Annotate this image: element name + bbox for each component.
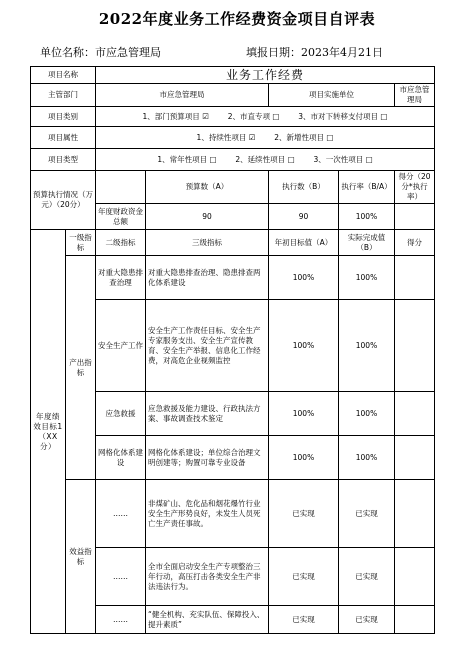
table-row-l2: …… — [96, 548, 146, 606]
table-row-actual: 已实现 — [339, 606, 395, 634]
attribute-options — [96, 127, 435, 149]
perf-header-score: 得分 — [395, 230, 435, 256]
attribute-opt-2: 2、新增性项目 — [274, 132, 325, 142]
checkbox-icon: □ — [365, 154, 373, 164]
table-row-target: 已实现 — [269, 548, 339, 606]
budget-header-a: 预算数（A） — [146, 171, 269, 204]
table-row-l2: 安全生产工作 — [96, 300, 146, 392]
impl-unit-label: 项目实施单位 — [269, 84, 395, 107]
category-opt-2: 2、市直专项 — [227, 111, 270, 121]
table-row-score — [395, 436, 435, 480]
category-opt-1: 1、部门预算项目 — [142, 111, 200, 121]
table-row-target: 100% — [269, 256, 339, 300]
budget-value-score — [395, 204, 435, 230]
table-row-target: 100% — [269, 436, 339, 480]
checkbox-icon: ☑ — [202, 111, 209, 121]
category-options — [96, 107, 435, 127]
dept-label: 主管部门 — [31, 84, 96, 107]
table-row-l3: 非煤矿山、危化品和烟花爆竹行业安全生产形势良好，未发生人员死亡生产责任事故。 — [146, 480, 269, 548]
table-row-actual: 已实现 — [339, 548, 395, 606]
budget-row-label: 年度财政资金总额 — [96, 204, 146, 230]
unit-name: 单位名称：市应急管理局 — [40, 46, 161, 59]
checkbox-icon: □ — [287, 154, 295, 164]
budget-header-rate: 执行率（B/A） — [339, 171, 395, 204]
perf-header-target: 年初目标值（A） — [269, 230, 339, 256]
table-row-l3: 应急救援及能力建设、行政执法方案、事故调查技术鉴定 — [146, 392, 269, 436]
checkbox-icon: □ — [209, 154, 217, 164]
form-title: 2022年度业务工作经费资金项目自评表 — [98, 10, 376, 28]
table-row-actual: 已实现 — [339, 480, 395, 548]
budget-value-b: 90 — [269, 204, 339, 230]
perf-header-l1: 一级指标 — [66, 230, 96, 256]
perf-header-l2: 二级指标 — [96, 230, 146, 256]
type-opt-1: 1、常年性项目 — [157, 154, 208, 164]
budget-label: 预算执行情况（万元）（20分） — [31, 171, 96, 230]
table-row-score — [395, 606, 435, 634]
table-row-score — [395, 480, 435, 548]
table-row-target: 100% — [269, 300, 339, 392]
attribute-label: 项目属性 — [31, 127, 96, 149]
table-row-l2: …… — [96, 480, 146, 548]
perf-header-actual: 实际完成值（B） — [339, 230, 395, 256]
effect-indicator-label: 效益指标 — [66, 480, 96, 634]
type-options — [96, 149, 435, 171]
table-row-l3: 全市全面启动安全生产专项整治三年行动，高压打击各类安全生产非法违法行为。 — [146, 548, 269, 606]
output-indicator-label: 产出指标 — [66, 256, 96, 480]
evaluation-table — [30, 66, 435, 634]
dept-value: 市应急管理局 — [96, 84, 269, 107]
checkbox-icon: □ — [380, 111, 388, 121]
category-label: 项目类别 — [31, 107, 96, 127]
table-row-score — [395, 256, 435, 300]
perf-header-l3: 三级指标 — [146, 230, 269, 256]
table-row-l2: 网格化体系建设 — [96, 436, 146, 480]
table-row-target: 已实现 — [269, 480, 339, 548]
checkbox-icon: ☑ — [248, 132, 256, 142]
checkbox-icon: □ — [326, 132, 334, 142]
table-row-l3: “健全机构、充实队伍、保障投入、提升素质” — [146, 606, 269, 634]
table-row-l2: …… — [96, 606, 146, 634]
table-row-l3: 对重大隐患排查治理、隐患排查两化体系建设 — [146, 256, 269, 300]
budget-value-rate: 100% — [339, 204, 395, 230]
budget-empty — [96, 171, 146, 204]
type-label: 项目类型 — [31, 149, 96, 171]
perf-goal-label: 年度绩效目标1（XX分） — [31, 230, 66, 634]
report-date: 填报日期：2023年4月21日 — [246, 46, 383, 59]
table-row-l3: 安全生产工作责任目标、安全生产专家服务支出、安全生产宣传教育、安全生产举报、信息化工作经费，对高危企业视频监控 — [146, 300, 269, 392]
attribute-opt-1: 1、持续性项目 — [196, 132, 247, 142]
checkbox-icon: □ — [272, 111, 280, 121]
table-row-actual: 100% — [339, 256, 395, 300]
table-row-l3: 网格化体系建设；单位综合治理文明创建等；购置可靠专业设备 — [146, 436, 269, 480]
table-row-score — [395, 300, 435, 392]
table-row-score — [395, 392, 435, 436]
table-row-actual: 100% — [339, 436, 395, 480]
category-opt-3: 3、市对下转移支付项目 — [298, 111, 379, 121]
impl-unit-value: 市应急管理局 — [395, 84, 435, 107]
budget-header-b: 执行数（B） — [269, 171, 339, 204]
table-row-l2: 对重大隐患排查治理 — [96, 256, 146, 300]
type-opt-3: 3、一次性项目 — [313, 154, 364, 164]
table-row-actual: 100% — [339, 300, 395, 392]
budget-header-score: 得分（20分*执行率） — [395, 171, 435, 204]
table-row-score — [395, 548, 435, 606]
table-row-actual: 100% — [339, 392, 395, 436]
project-name-value: 业务工作经费 — [96, 67, 435, 84]
project-name-label: 项目名称 — [31, 67, 96, 84]
table-row-target: 已实现 — [269, 606, 339, 634]
table-row-target: 100% — [269, 392, 339, 436]
table-row-l2: 应急救援 — [96, 392, 146, 436]
budget-value-a: 90 — [146, 204, 269, 230]
type-opt-2: 2、延续性项目 — [235, 154, 286, 164]
